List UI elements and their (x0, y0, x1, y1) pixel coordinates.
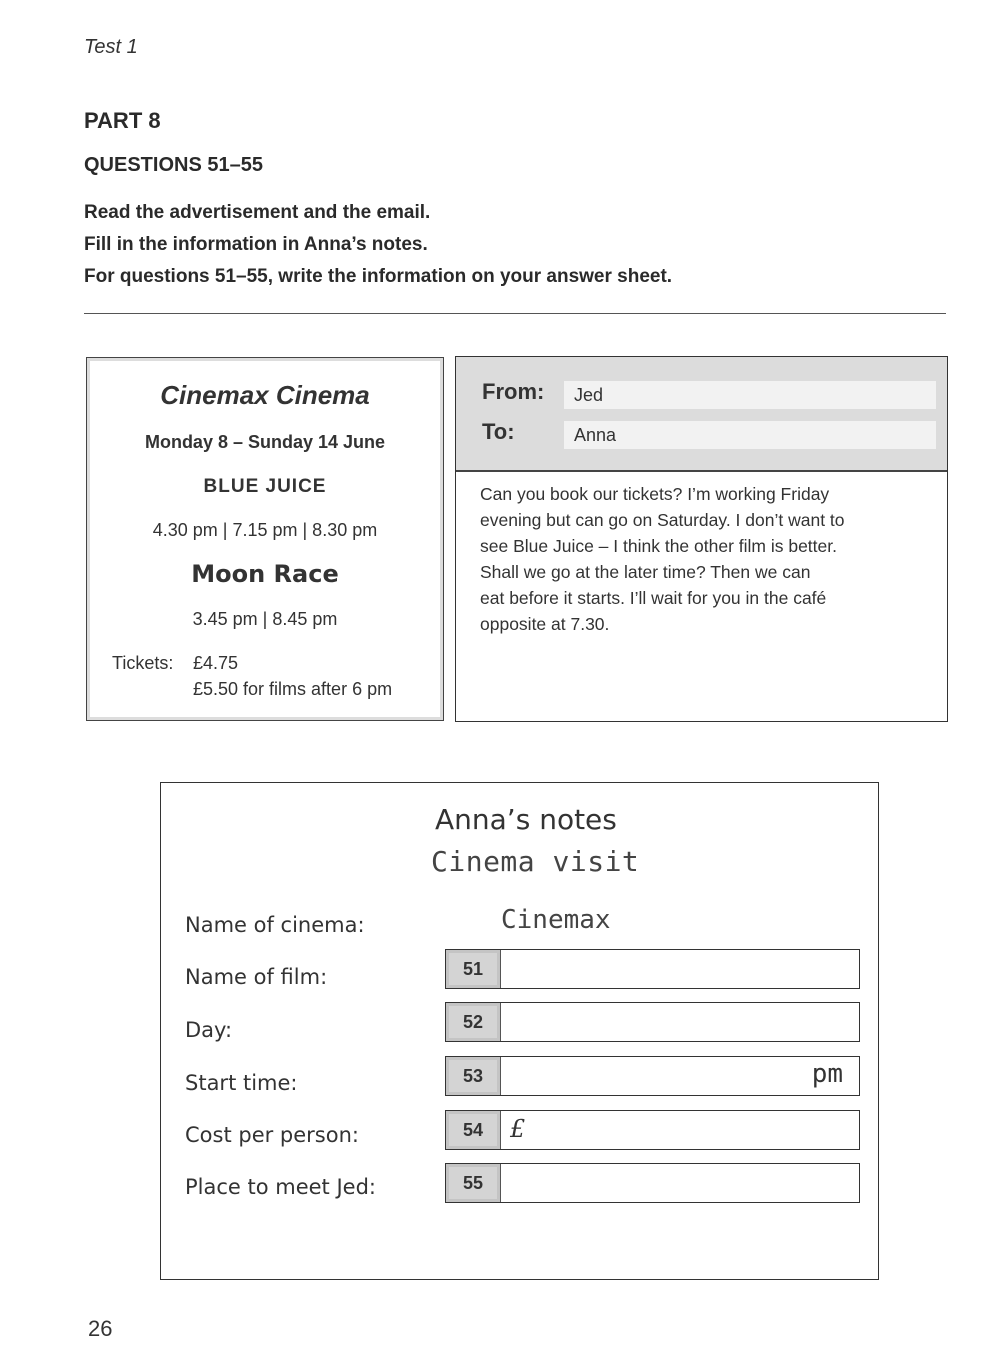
cost-label: Cost per person: (185, 1123, 359, 1147)
question-number: 52 (446, 1003, 501, 1041)
advert-price-1: £4.75 (193, 653, 239, 673)
answer-prefix: £ (510, 1115, 526, 1143)
question-number: 55 (446, 1164, 501, 1202)
answer-box-51[interactable] (445, 949, 860, 989)
email-from-value: Jed (564, 381, 936, 409)
cinema-name-value: Cinemax (501, 905, 611, 935)
question-number: 54 (446, 1111, 501, 1149)
email-body-line: see Blue Juice – I think the other film is better. (480, 536, 837, 556)
advert-dates: Monday 8 – Sunday 14 June (144, 432, 386, 452)
cinema-advert (86, 357, 444, 721)
answer-box-52[interactable] (445, 1002, 860, 1042)
advert-tickets-label: Tickets: (112, 653, 174, 673)
answer-box-55[interactable] (445, 1163, 860, 1203)
instruction-line-3: For questions 51–55, write the information on your answer sheet. (84, 266, 673, 287)
part-heading: PART 8 (84, 108, 161, 133)
advert-title: Cinemax Cinema (160, 380, 370, 410)
test-label: Test 1 (84, 36, 138, 58)
annas-notes (160, 782, 879, 1280)
email-body (480, 481, 930, 637)
email-header (456, 357, 947, 472)
answer-box-53[interactable] (445, 1056, 860, 1096)
film-name-label: Name of film: (185, 965, 328, 989)
advert-film-1: BLUE JUICE (203, 476, 327, 497)
day-label: Day: (185, 1018, 233, 1042)
cinema-name-label: Name of cinema: (185, 913, 365, 937)
advert-price-2: £5.50 for films after 6 pm (193, 679, 393, 699)
advert-film-2-times: 3.45 pm | 8.45 pm (192, 609, 338, 629)
notes-subtitle: Cinema visit (431, 845, 640, 878)
email-body-line: Shall we go at the later time? Then we can (480, 562, 811, 582)
questions-heading: QUESTIONS 51–55 (84, 154, 263, 176)
page-number: 26 (88, 1316, 113, 1341)
instruction-line-1: Read the advertisement and the email. (84, 202, 431, 223)
notes-title: Anna’s notes (435, 803, 617, 836)
email-body-line: opposite at 7.30. (480, 614, 610, 634)
advert-film-2: Moon Race (191, 560, 339, 588)
email-body-line: evening but can go on Saturday. I don’t want to (480, 510, 845, 530)
email-body-line: eat before it starts. I’ll wait for you in the café (480, 588, 827, 608)
divider (84, 313, 946, 314)
email (455, 356, 948, 722)
instruction-line-2: Fill in the information in Anna’s notes. (84, 234, 428, 255)
question-number: 53 (446, 1057, 501, 1095)
email-to-label: To: (482, 419, 515, 444)
meeting-place-label: Place to meet Jed: (185, 1175, 376, 1199)
email-from-label: From: (482, 379, 545, 404)
answer-suffix: pm (811, 1059, 843, 1089)
question-number: 51 (446, 950, 501, 988)
start-time-label: Start time: (185, 1071, 298, 1095)
email-body-line: Can you book our tickets? I’m working Friday (480, 484, 830, 504)
email-to-value: Anna (564, 421, 936, 449)
advert-film-1-times: 4.30 pm | 7.15 pm | 8.30 pm (152, 520, 378, 540)
answer-box-54[interactable] (445, 1110, 860, 1150)
